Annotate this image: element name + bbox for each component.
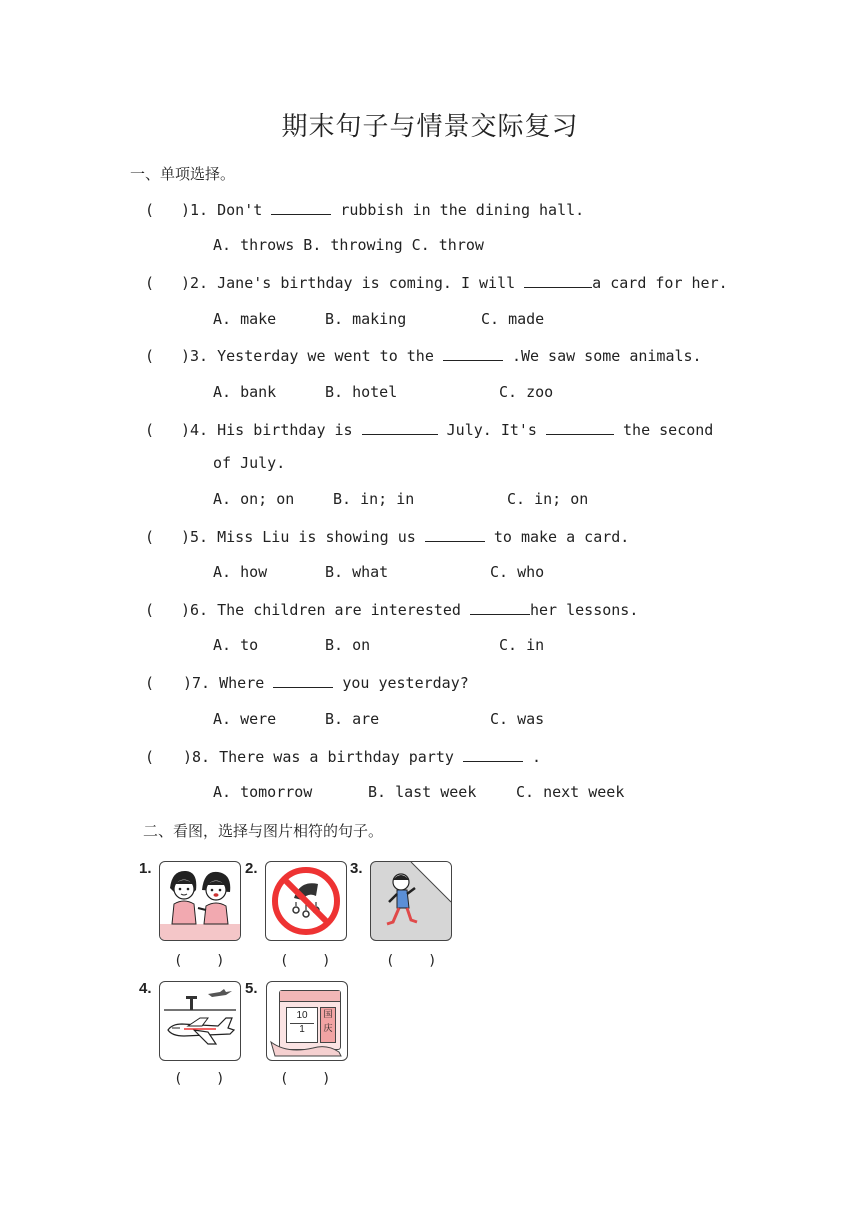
option-c: C. who — [490, 563, 545, 581]
option-a: A. make — [213, 310, 277, 328]
option-c: C. next week — [516, 783, 625, 801]
option-c: C. made — [481, 310, 545, 328]
question-4-continuation: of July. — [213, 454, 286, 472]
holiday-label: 国庆 — [320, 1007, 336, 1043]
option-a: A. to — [213, 636, 259, 654]
question-6: ( )6. The children are interested her lessons. — [145, 601, 639, 619]
question-1-options: A. throws B. throwing C. throw — [213, 236, 484, 254]
picture-answer[interactable]: ( ) — [174, 1071, 225, 1087]
picture-number: 2. — [245, 860, 258, 877]
option-b: B. making — [325, 310, 407, 328]
picture-boy-running — [370, 861, 452, 941]
fill-blank[interactable] — [273, 673, 333, 688]
question-3: ( )3. Yesterday we went to the .We saw some animals. — [145, 347, 702, 365]
fill-blank[interactable] — [524, 273, 592, 288]
picture-answer[interactable]: ( ) — [280, 1071, 331, 1087]
question-2: ( )2. Jane's birthday is coming. I will a card for her. — [145, 274, 728, 292]
question-4: ( )4. His birthday is July. It's the second — [145, 421, 714, 439]
picture-number: 5. — [245, 980, 258, 997]
option-b: B. are — [325, 710, 380, 728]
section-2-heading: 二、看图，选择与图片相符的句子。 — [143, 822, 384, 840]
fill-blank[interactable] — [271, 200, 331, 215]
picture-two-girls — [159, 861, 241, 941]
option-b: B. hotel — [325, 383, 398, 401]
fill-blank[interactable] — [362, 420, 438, 435]
fill-blank[interactable] — [443, 346, 503, 361]
option-b: B. what — [325, 563, 389, 581]
option-b: B. on — [325, 636, 371, 654]
option-a: A. tomorrow — [213, 783, 313, 801]
option-a: A. were — [213, 710, 277, 728]
question-5: ( )5. Miss Liu is showing us to make a card. — [145, 528, 630, 546]
picture-number: 3. — [350, 860, 363, 877]
question-1: ( )1. Don't rubbish in the dining hall. — [145, 201, 585, 219]
option-c: C. was — [490, 710, 545, 728]
fill-blank[interactable] — [425, 527, 485, 542]
option-a: A. bank — [213, 383, 277, 401]
option-b: B. last week — [368, 783, 477, 801]
question-7: ( )7. Where you yesterday? — [145, 674, 469, 692]
picture-answer[interactable]: ( ) — [280, 953, 331, 969]
fill-blank[interactable] — [470, 600, 530, 615]
option-c: C. in; on — [507, 490, 589, 508]
fill-blank[interactable] — [463, 747, 523, 762]
option-a: A. how — [213, 563, 268, 581]
section-1-heading: 一、单项选择。 — [130, 165, 236, 183]
page-title: 期末句子与情景交际复习 — [281, 112, 579, 142]
picture-answer[interactable]: ( ) — [386, 953, 437, 969]
option-b: B. in; in — [333, 490, 415, 508]
question-8: ( )8. There was a birthday party . — [145, 748, 542, 766]
fill-blank[interactable] — [546, 420, 614, 435]
picture-no-fireworks-sign — [265, 861, 347, 941]
picture-airport-plane — [159, 981, 241, 1061]
picture-number: 1. — [139, 860, 152, 877]
option-c: C. in — [499, 636, 545, 654]
option-c: C. zoo — [499, 383, 554, 401]
option-a: A. on; on — [213, 490, 295, 508]
picture-number: 4. — [139, 980, 152, 997]
picture-calendar — [266, 981, 348, 1061]
picture-answer[interactable]: ( ) — [174, 953, 225, 969]
calendar-date-box: 10 1 — [286, 1007, 318, 1043]
answer-paren: ( — [145, 201, 155, 219]
